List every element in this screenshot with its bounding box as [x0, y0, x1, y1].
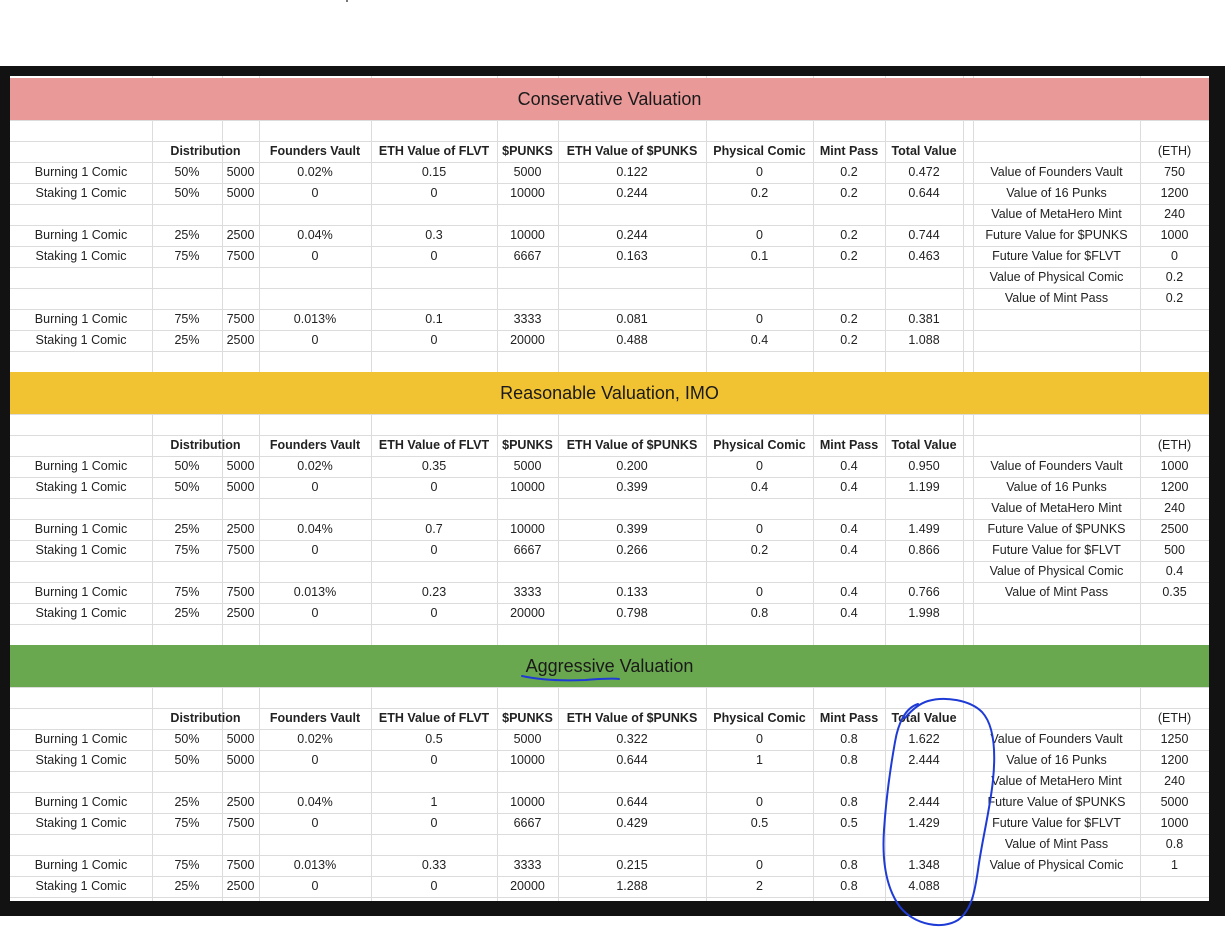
- header-total-value: Total Value: [891, 438, 957, 452]
- table-cell: 0: [756, 585, 763, 599]
- table-cell: 7500: [226, 858, 255, 872]
- table-cell: 0.2: [840, 165, 858, 179]
- table-cell: 0.04%: [297, 522, 333, 536]
- table-cell: 75%: [174, 858, 200, 872]
- table-cell: 0.5: [425, 732, 443, 746]
- table-cell: 10000: [510, 480, 545, 494]
- row-label: Staking 1 Comic: [35, 186, 127, 200]
- table-cell: 0.744: [908, 228, 940, 242]
- table-cell: 0.322: [616, 732, 648, 746]
- table-cell: 0: [756, 732, 763, 746]
- table-cell: 0: [430, 333, 438, 347]
- table-cell: 10000: [510, 522, 545, 536]
- row-label: Staking 1 Comic: [35, 816, 127, 830]
- header-total-value: Total Value: [891, 144, 957, 158]
- stray-mark: [346, 0, 348, 2]
- table-cell: 7500: [226, 249, 255, 263]
- table-cell: 0.2: [840, 312, 858, 326]
- side-value: 240: [1164, 501, 1185, 515]
- table-cell: 2500: [226, 606, 255, 620]
- table-cell: 25%: [174, 795, 200, 809]
- header-mint-pass: Mint Pass: [819, 438, 879, 452]
- table-cell: 0.133: [616, 585, 648, 599]
- table-cell: 0: [756, 795, 763, 809]
- row-divider: [10, 414, 1209, 415]
- table-cell: 0.02%: [297, 459, 333, 473]
- side-label: Value of Physical Comic: [989, 564, 1124, 578]
- table-cell: 0: [311, 333, 319, 347]
- side-label: Future Value of $PUNKS: [987, 795, 1126, 809]
- header-physical-comic: Physical Comic: [713, 711, 806, 725]
- row-label: Burning 1 Comic: [34, 228, 128, 242]
- side-label: Value of Founders Vault: [990, 459, 1123, 473]
- table-cell: 0.8: [750, 606, 769, 620]
- table-cell: 0: [311, 480, 319, 494]
- table-cell: 0.4: [840, 543, 858, 557]
- side-label: Value of Founders Vault: [990, 165, 1123, 179]
- table-cell: 0.798: [616, 606, 648, 620]
- table-cell: 25%: [174, 879, 200, 893]
- row-label: Burning 1 Comic: [34, 522, 128, 536]
- table-cell: 6667: [513, 543, 542, 557]
- row-label: Burning 1 Comic: [34, 585, 128, 599]
- table-cell: 0: [311, 186, 319, 200]
- table-cell: 2: [756, 879, 763, 893]
- table-cell: 1.622: [908, 732, 940, 746]
- table-cell: 0.8: [840, 753, 858, 767]
- table-cell: 0: [430, 480, 438, 494]
- side-value: 2500: [1160, 522, 1189, 536]
- table-cell: 0.3: [425, 228, 443, 242]
- table-cell: 7500: [226, 312, 255, 326]
- table-cell: 0.4: [840, 585, 858, 599]
- table-cell: 0.488: [616, 333, 648, 347]
- table-cell: 0.122: [616, 165, 648, 179]
- row-divider: [10, 120, 1209, 121]
- table-cell: 20000: [510, 879, 545, 893]
- table-cell: 0.1: [425, 312, 443, 326]
- table-cell: 20000: [510, 333, 545, 347]
- side-value: 1250: [1160, 732, 1189, 746]
- row-label: Burning 1 Comic: [34, 312, 128, 326]
- table-cell: 0.013%: [293, 585, 337, 599]
- row-label: Burning 1 Comic: [34, 165, 128, 179]
- table-cell: 10000: [510, 795, 545, 809]
- side-value: 1: [1171, 858, 1178, 872]
- side-value: 0.4: [1165, 564, 1184, 578]
- table-cell: 1.088: [908, 333, 940, 347]
- table-cell: 0: [311, 879, 319, 893]
- section-title-aggressive: [10, 645, 1209, 687]
- table-cell: 0.8: [840, 879, 858, 893]
- table-cell: 75%: [174, 543, 200, 557]
- table-cell: 2500: [226, 795, 255, 809]
- header-eth-flvt: ETH Value of FLVT: [378, 144, 490, 158]
- header-distribution: Distribution: [170, 144, 241, 158]
- side-value: 0: [1171, 249, 1178, 263]
- table-cell: 0.644: [616, 795, 648, 809]
- table-cell: 0.4: [840, 459, 858, 473]
- table-cell: 25%: [174, 333, 200, 347]
- row-label: Staking 1 Comic: [35, 606, 127, 620]
- table-cell: 0.399: [616, 480, 648, 494]
- table-cell: 0.399: [616, 522, 648, 536]
- table-cell: 1.288: [616, 879, 648, 893]
- table-cell: 1: [430, 795, 438, 809]
- side-value: 750: [1164, 165, 1185, 179]
- table-cell: 0: [756, 858, 763, 872]
- side-value: 0.2: [1165, 270, 1184, 284]
- row-divider: [10, 624, 1209, 625]
- table-cell: 50%: [174, 186, 200, 200]
- table-cell: 50%: [174, 732, 200, 746]
- table-cell: 10000: [510, 186, 545, 200]
- table-cell: 75%: [174, 816, 200, 830]
- table-cell: 0.2: [750, 543, 769, 557]
- side-label: Future Value for $PUNKS: [985, 228, 1128, 242]
- spreadsheet: [10, 76, 1209, 901]
- table-cell: 0.013%: [293, 312, 337, 326]
- table-cell: 20000: [510, 606, 545, 620]
- table-cell: 0.766: [908, 585, 940, 599]
- header-mint-pass: Mint Pass: [819, 711, 879, 725]
- table-cell: 75%: [174, 585, 200, 599]
- side-label: Value of MetaHero Mint: [991, 774, 1122, 788]
- table-cell: 0.429: [616, 816, 648, 830]
- table-cell: 0.163: [616, 249, 648, 263]
- table-cell: 0.215: [616, 858, 648, 872]
- table-cell: 0.4: [840, 606, 858, 620]
- table-cell: 75%: [174, 312, 200, 326]
- table-cell: 0.02%: [297, 165, 333, 179]
- table-cell: 0.35: [421, 459, 447, 473]
- header-eth-unit: (ETH): [1157, 438, 1192, 452]
- table-cell: 0.381: [908, 312, 940, 326]
- header-physical-comic: Physical Comic: [713, 438, 806, 452]
- row-label: Burning 1 Comic: [34, 459, 128, 473]
- header-eth-punks: ETH Value of $PUNKS: [566, 144, 698, 158]
- side-value: 1000: [1160, 459, 1189, 473]
- table-cell: 0.1: [750, 249, 769, 263]
- table-cell: 7500: [226, 543, 255, 557]
- table-cell: 0.8: [840, 732, 858, 746]
- side-value: 1000: [1160, 816, 1189, 830]
- table-cell: 0: [430, 879, 438, 893]
- table-cell: 0.266: [616, 543, 648, 557]
- side-label: Value of Founders Vault: [990, 732, 1123, 746]
- table-cell: 1.429: [908, 816, 940, 830]
- table-cell: 0: [311, 816, 319, 830]
- side-value: 0.2: [1165, 291, 1184, 305]
- table-cell: 0.644: [908, 186, 940, 200]
- table-cell: 0: [756, 522, 763, 536]
- row-label: Staking 1 Comic: [35, 753, 127, 767]
- table-cell: 0.23: [421, 585, 447, 599]
- table-cell: 1.348: [908, 858, 940, 872]
- row-divider: [10, 897, 1209, 898]
- table-cell: 2.444: [908, 795, 940, 809]
- table-cell: 0.04%: [297, 795, 333, 809]
- header-physical-comic: Physical Comic: [713, 144, 806, 158]
- table-cell: 0: [430, 753, 438, 767]
- table-cell: 5000: [226, 165, 255, 179]
- section-title-conservative: Conservative Valuation: [10, 78, 1209, 120]
- table-cell: 0.081: [616, 312, 648, 326]
- table-cell: 0: [756, 312, 763, 326]
- table-cell: 0.200: [616, 459, 648, 473]
- side-value: 240: [1164, 207, 1185, 221]
- header-mint-pass: Mint Pass: [819, 144, 879, 158]
- header-punks: $PUNKS: [502, 144, 553, 158]
- table-cell: 10000: [510, 228, 545, 242]
- header-eth-flvt: ETH Value of FLVT: [378, 438, 490, 452]
- side-label: Value of Physical Comic: [989, 858, 1124, 872]
- table-cell: 1.499: [908, 522, 940, 536]
- table-cell: 0.02%: [297, 732, 333, 746]
- table-cell: 5000: [513, 732, 542, 746]
- table-cell: 5000: [513, 459, 542, 473]
- table-cell: 0.5: [750, 816, 769, 830]
- table-cell: 25%: [174, 228, 200, 242]
- table-cell: 10000: [510, 753, 545, 767]
- row-label: Staking 1 Comic: [35, 543, 127, 557]
- header-founders-vault: Founders Vault: [269, 438, 361, 452]
- table-cell: 25%: [174, 522, 200, 536]
- table-cell: 0.244: [616, 228, 648, 242]
- aggressive-title-text: Aggressive Valuation: [525, 655, 694, 676]
- side-label: Value of Mint Pass: [1004, 837, 1109, 851]
- table-cell: 0: [311, 753, 319, 767]
- table-cell: 7500: [226, 585, 255, 599]
- table-cell: 0: [430, 249, 438, 263]
- table-cell: 50%: [174, 753, 200, 767]
- side-value: 1000: [1160, 228, 1189, 242]
- side-label: Value of Physical Comic: [989, 270, 1124, 284]
- side-label: Value of MetaHero Mint: [991, 207, 1122, 221]
- table-cell: 4.088: [908, 879, 940, 893]
- side-value: 1200: [1160, 753, 1189, 767]
- row-divider: [10, 687, 1209, 688]
- header-punks: $PUNKS: [502, 711, 553, 725]
- table-cell: 0.33: [421, 858, 447, 872]
- side-label: Value of 16 Punks: [1006, 480, 1107, 494]
- table-cell: 2500: [226, 333, 255, 347]
- table-cell: 0.472: [908, 165, 940, 179]
- header-distribution: Distribution: [170, 438, 241, 452]
- side-value: 240: [1164, 774, 1185, 788]
- row-label: Staking 1 Comic: [35, 249, 127, 263]
- table-cell: 0.2: [840, 186, 858, 200]
- header-eth-flvt: ETH Value of FLVT: [378, 711, 490, 725]
- table-cell: 50%: [174, 459, 200, 473]
- header-founders-vault: Founders Vault: [269, 711, 361, 725]
- table-cell: 5000: [226, 753, 255, 767]
- table-cell: 0: [756, 228, 763, 242]
- table-cell: 0: [430, 606, 438, 620]
- table-cell: 0.4: [750, 480, 769, 494]
- table-cell: 5000: [226, 186, 255, 200]
- side-label: Value of Mint Pass: [1004, 585, 1109, 599]
- table-cell: 0: [430, 186, 438, 200]
- row-label: Burning 1 Comic: [34, 732, 128, 746]
- table-cell: 6667: [513, 816, 542, 830]
- header-distribution: Distribution: [170, 711, 241, 725]
- table-cell: 0.644: [616, 753, 648, 767]
- row-divider: [10, 351, 1209, 352]
- side-label: Future Value for $FLVT: [992, 543, 1121, 557]
- table-cell: 1.199: [908, 480, 940, 494]
- table-cell: 0.463: [908, 249, 940, 263]
- table-cell: 0.8: [840, 795, 858, 809]
- side-label: Value of Mint Pass: [1004, 291, 1109, 305]
- side-value: 500: [1164, 543, 1185, 557]
- row-label: Burning 1 Comic: [34, 795, 128, 809]
- section-title-reasonable: Reasonable Valuation, IMO: [10, 372, 1209, 414]
- side-label: Future Value for $FLVT: [992, 249, 1121, 263]
- header-eth-punks: ETH Value of $PUNKS: [566, 711, 698, 725]
- side-label: Future Value for $FLVT: [992, 816, 1121, 830]
- side-label: Value of 16 Punks: [1006, 753, 1107, 767]
- table-cell: 0.950: [908, 459, 940, 473]
- side-value: 1200: [1160, 186, 1189, 200]
- side-value: 0.35: [1162, 585, 1187, 599]
- column-divider: [963, 76, 964, 901]
- header-total-value: Total Value: [891, 711, 957, 725]
- table-cell: 0.866: [908, 543, 940, 557]
- side-label: Value of 16 Punks: [1006, 186, 1107, 200]
- table-cell: 1: [756, 753, 763, 767]
- table-cell: 3333: [513, 585, 542, 599]
- table-cell: 1.998: [908, 606, 940, 620]
- table-cell: 0.2: [840, 333, 858, 347]
- table-cell: 6667: [513, 249, 542, 263]
- table-cell: 0.2: [840, 228, 858, 242]
- table-cell: 0.7: [425, 522, 443, 536]
- row-label: Staking 1 Comic: [35, 879, 127, 893]
- table-cell: 75%: [174, 249, 200, 263]
- header-eth-punks: ETH Value of $PUNKS: [566, 438, 698, 452]
- table-cell: 0: [430, 543, 438, 557]
- table-cell: 0: [756, 165, 763, 179]
- row-label: Staking 1 Comic: [35, 333, 127, 347]
- table-cell: 2500: [226, 522, 255, 536]
- side-value: 5000: [1160, 795, 1189, 809]
- table-cell: 3333: [513, 858, 542, 872]
- table-cell: 0: [311, 249, 319, 263]
- table-cell: 5000: [226, 732, 255, 746]
- side-label: Value of MetaHero Mint: [991, 501, 1122, 515]
- table-cell: 7500: [226, 816, 255, 830]
- header-founders-vault: Founders Vault: [269, 144, 361, 158]
- table-cell: 3333: [513, 312, 542, 326]
- table-cell: 50%: [174, 165, 200, 179]
- table-cell: 0.04%: [297, 228, 333, 242]
- table-cell: 0.2: [840, 249, 858, 263]
- header-eth-unit: (ETH): [1157, 144, 1192, 158]
- table-cell: 5000: [226, 459, 255, 473]
- table-cell: 0.8: [840, 858, 858, 872]
- row-label: Burning 1 Comic: [34, 858, 128, 872]
- table-cell: 0: [311, 543, 319, 557]
- side-value: 1200: [1160, 480, 1189, 494]
- table-cell: 0.2: [750, 186, 769, 200]
- table-cell: 5000: [226, 480, 255, 494]
- table-cell: 0.4: [840, 480, 858, 494]
- table-cell: 50%: [174, 480, 200, 494]
- row-label: Staking 1 Comic: [35, 480, 127, 494]
- side-value: 0.8: [1165, 837, 1184, 851]
- table-cell: 2.444: [908, 753, 940, 767]
- table-cell: 0.5: [840, 816, 858, 830]
- table-cell: 5000: [513, 165, 542, 179]
- table-cell: 0.244: [616, 186, 648, 200]
- table-cell: 25%: [174, 606, 200, 620]
- table-cell: 2500: [226, 228, 255, 242]
- table-cell: 2500: [226, 879, 255, 893]
- table-cell: 0: [756, 459, 763, 473]
- side-label: Future Value of $PUNKS: [987, 522, 1126, 536]
- header-eth-unit: (ETH): [1157, 711, 1192, 725]
- table-cell: 0.4: [750, 333, 769, 347]
- table-cell: 0.013%: [293, 858, 337, 872]
- header-punks: $PUNKS: [502, 438, 553, 452]
- table-cell: 0: [311, 606, 319, 620]
- table-cell: 0: [430, 816, 438, 830]
- table-cell: 0.4: [840, 522, 858, 536]
- table-cell: 0.15: [421, 165, 447, 179]
